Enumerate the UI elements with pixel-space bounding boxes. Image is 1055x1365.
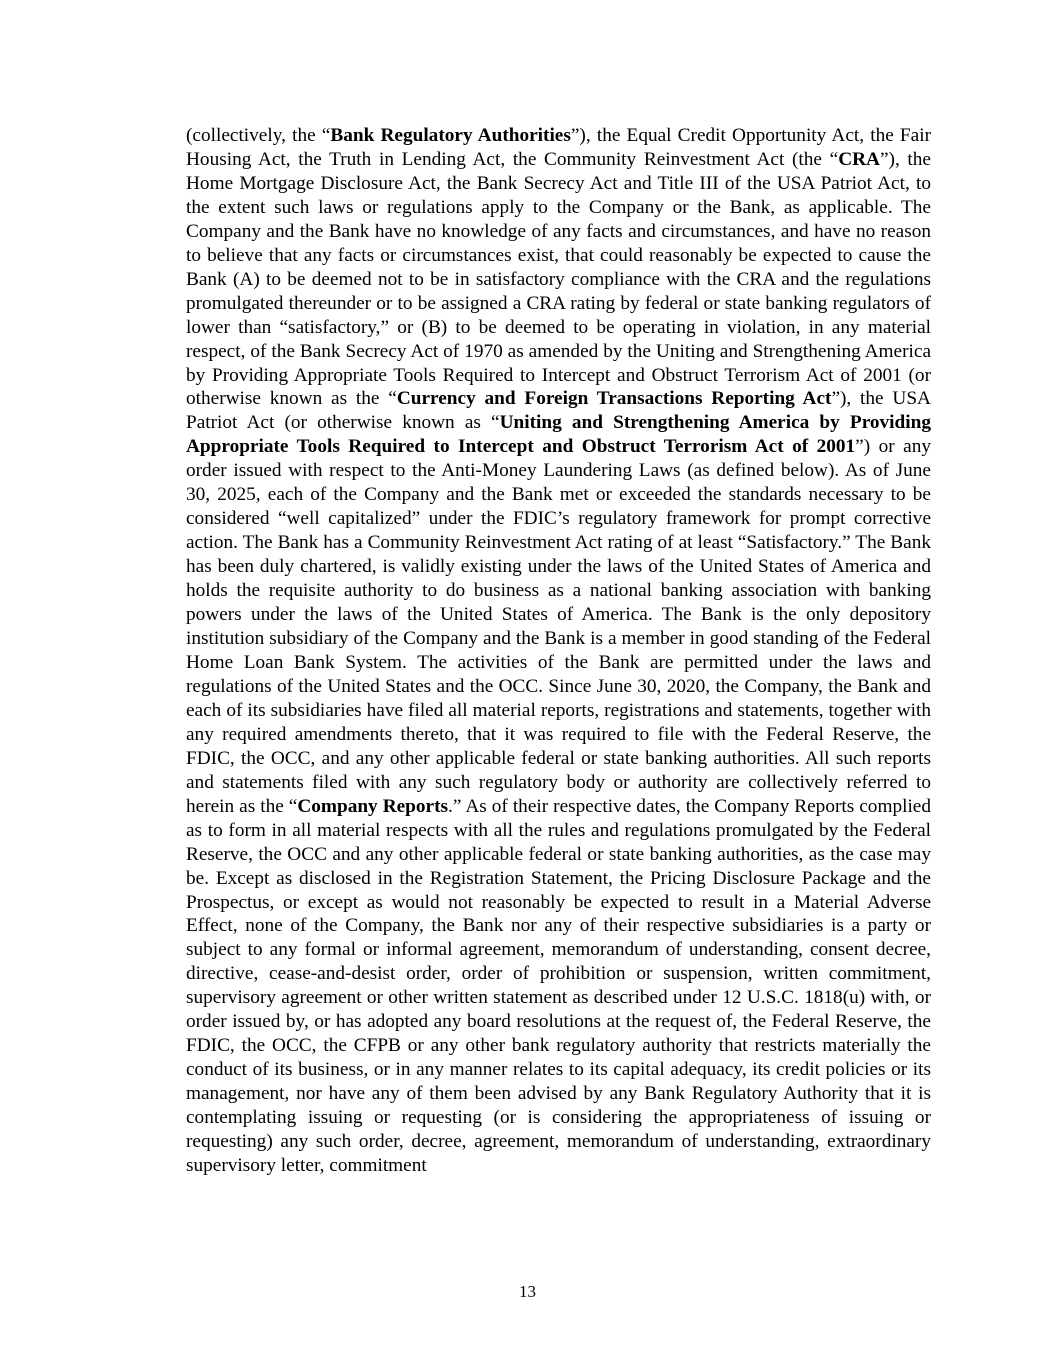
text-run: .” As of their respective dates, the Company Reports complied as to form in all material respects with all the rules and regulations promulgated by the Federal Reserve, the OCC and any other applicable federal or state banking authorities, as the case may be. Except as disclosed in the Registration Statement, the Pricing Disclosure Package and the Prospectus, or except as would not reasonably be expected to result in a Material Adverse Effect, none of the Company, the Bank nor any of their respective subsidiaries is a party or subject to any formal or informal agreement, memorandum of understanding, consent decree, directive, cease-and-desist order, order of prohibition or suspension, written commitment, supervisory agreement or other written statement as described under 12 U.S.C. 1818(u) with, or order issued by, or has adopted any board resolutions at the request of, the Federal Reserve, the FDIC, the OCC, the CFPB or any other bank regulatory authority that restricts materially the conduct of its business, or in any manner relates to its capital adequacy, its credit policies or its management, nor have any of them been advised by any Bank Regulatory Authority that it is contemplating issuing or requesting (or is considering the appropriateness of issuing or requesting) any such order, decree, agreement, memorandum of understanding, extraordinary supervisory letter, commitment (186, 795, 931, 1176)
text-run: ”), the USA Patriot Act (or otherwise known as “ (186, 388, 931, 434)
defined-term-currency-foreign-transactions-act: Currency and Foreign Transactions Reporting Act (396, 388, 832, 410)
text-run: (collectively, the “ (186, 125, 331, 146)
defined-term-usa-patriot-act: Uniting and Strengthening America by Providing Appropriate Tools Required to Intercept and Obstruct Terrorism Act of 2001 (186, 412, 931, 458)
text-run: ”), the Equal Credit Opportunity Act, the Fair Housing Act, the Truth in Lending Act, the Community Reinvestment Act (the “ (186, 125, 931, 170)
page-number: 13 (519, 1282, 536, 1301)
text-run: ”) or any order issued with respect to the Anti-Money Laundering Laws (as defined below). As of June 30, 2025, each of the Company and the Bank met or exceeded the standards necessary to be considered “well capitalized” under the FDIC’s regulatory framework for prompt corrective action. The Bank has a Community Reinvestment Act rating of at least “Satisfactory.” The Bank has been duly chartered, is validly existing under the laws of the United States of America and holds the requisite authority to do business as a national banking association with banking powers under the laws of the United States of America. The Bank is the only depository institution subsidiary of the Company and the Bank is a member in good standing of the Federal Home Loan Bank System. The activities of the Bank are permitted under the laws and regulations of the United States and the OCC. Since June 30, 2020, the Company, the Bank and each of its subsidiaries have filed all material reports, registrations and statements, together with any required amendments thereto, that it was required to file with the Federal Reserve, the FDIC, the OCC, and any other applicable federal or state banking authorities. All such reports and statements filed with any such regulatory body or authority are collectively referred to herein as the “ (186, 436, 931, 817)
defined-term-company-reports: Company Reports (297, 795, 449, 817)
text-run: ”), the Home Mortgage Disclosure Act, the Bank Secrecy Act and Title III of the USA Patriot Act, to the extent such laws or regulations apply to the Company or the Bank, as applicable. The Company and the Bank have no knowledge of any facts and circumstances, and have no reason to believe that any facts or circumstances exist, that could reasonably be expected to cause the Bank (A) to be deemed not to be in satisfactory compliance with the CRA and the regulations promulgated thereunder or to be assigned a CRA rating by federal or state banking regulators of lower than “satisfactory,” or (B) to be deemed to be operating in violation, in any material respect, of the Bank Secrecy Act of 1970 as amended by the Uniting and Strengthening America by Providing Appropriate Tools Required to Intercept and Obstruct Terrorism Act of 2001 (or otherwise known as the “ (186, 148, 931, 410)
defined-term-bank-regulatory-authorities: Bank Regulatory Authorities (330, 125, 571, 146)
defined-term-cra: CRA (838, 148, 880, 170)
body-paragraph (186, 124, 931, 1178)
